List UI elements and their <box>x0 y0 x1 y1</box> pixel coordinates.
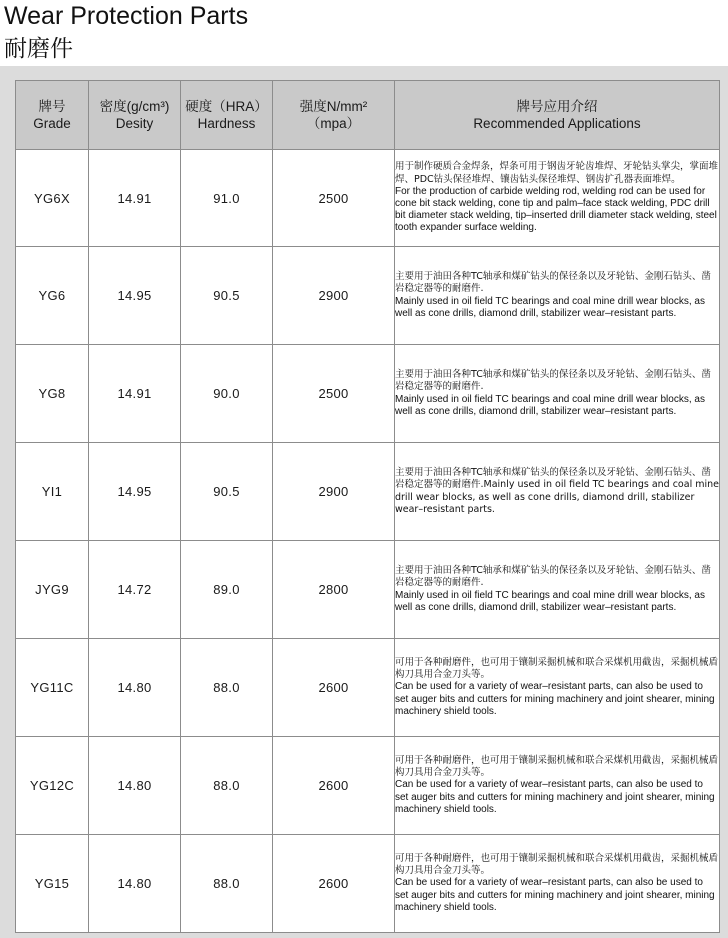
app-text-en: For the production of carbide welding rod, welding rod can be used for cone bit stack welding, cone tip and palm–face stack welding, PDC drill bit diameter stack welding, tip–inserted drill diameter stack welding, steel tooth expander surface welding. <box>395 185 717 234</box>
cell-grade: YG6X <box>16 150 89 247</box>
header-grade-cn: 牌号 <box>38 99 66 114</box>
cell-hardness: 88.0 <box>181 737 273 835</box>
cell-grade: YG15 <box>16 835 89 933</box>
table-header-row <box>16 81 720 150</box>
header-density-en: Desity <box>115 116 154 131</box>
cell-density: 14.72 <box>89 541 181 639</box>
header-strength <box>273 81 395 150</box>
cell-strength: 2600 <box>273 639 395 737</box>
cell-grade: YI1 <box>16 443 89 541</box>
app-text-cn: 主要用于油田各种TC轴承和煤矿钻头的保径条以及牙轮钻、金刚石钻头、凿岩稳定器等的耐磨件. <box>395 565 711 589</box>
table-row <box>16 150 720 247</box>
app-text-en: Can be used for a variety of wear–resistant parts, can also be used to set auger bits and cutters for mining machinery and joint shearer, mining machinery shield tools. <box>395 681 715 717</box>
cell-hardness: 90.5 <box>181 443 273 541</box>
cell-density: 14.91 <box>89 345 181 443</box>
cell-strength: 2600 <box>273 737 395 835</box>
cell-applications <box>395 345 720 443</box>
cell-strength: 2600 <box>273 835 395 933</box>
cell-hardness: 88.0 <box>181 639 273 737</box>
table-row <box>16 541 720 639</box>
table-row <box>16 345 720 443</box>
header-app-cn: 牌号应用介绍 <box>516 99 598 114</box>
wear-parts-table <box>15 80 720 933</box>
cell-strength: 2500 <box>273 150 395 247</box>
app-text-cn: 主要用于油田各种TC轴承和煤矿钻头的保径条以及牙轮钻、金刚石钻头、凿岩稳定器等的耐磨件. <box>395 271 711 295</box>
cell-strength: 2500 <box>273 345 395 443</box>
header-hardness-cn: 硬度（HRA） <box>185 99 268 114</box>
app-text-cn: 主要用于油田各种TC轴承和煤矿钻头的保径条以及牙轮钻、金刚石钻头、凿岩稳定器等的耐磨件.Mainly used in oil field TC bearings and coal mine drill wear blocks, as well as cone drills, diamond drill, stabilizer wear–resistant parts. <box>395 467 719 515</box>
app-text-cn: 主要用于油田各种TC轴承和煤矿钻头的保径条以及牙轮钻、金刚石钻头、凿岩稳定器等的耐磨件. <box>395 369 711 393</box>
table-row <box>16 247 720 345</box>
cell-density: 14.80 <box>89 737 181 835</box>
cell-hardness: 89.0 <box>181 541 273 639</box>
header-strength-en: （mpa） <box>306 116 361 131</box>
cell-density: 14.95 <box>89 443 181 541</box>
app-text-cn: 可用于各种耐磨件，也可用于镶制采掘机械和联合采煤机用截齿，采掘机械盾构刀具用合金刀头等。 <box>395 754 719 779</box>
page-title-cn: 耐磨件 <box>4 36 73 62</box>
header-hardness-en: Hardness <box>197 116 256 131</box>
app-text-cn: 可用于各种耐磨件，也可用于镶制采掘机械和联合采煤机用截齿，采掘机械盾构刀具用合金刀头等。 <box>395 852 719 877</box>
cell-applications <box>395 541 720 639</box>
header-strength-cn: 强度N/mm² <box>299 99 368 114</box>
cell-grade: JYG9 <box>16 541 89 639</box>
header-grade <box>16 81 89 150</box>
cell-density: 14.80 <box>89 835 181 933</box>
cell-hardness: 91.0 <box>181 150 273 247</box>
cell-grade: YG6 <box>16 247 89 345</box>
app-text-cn: 可用于各种耐磨件，也可用于镶制采掘机械和联合采煤机用截齿，采掘机械盾构刀具用合金刀头等。 <box>395 656 719 681</box>
cell-hardness: 90.0 <box>181 345 273 443</box>
header-app-en: Recommended Applications <box>473 116 641 131</box>
cell-strength: 2900 <box>273 443 395 541</box>
cell-density: 14.91 <box>89 150 181 247</box>
cell-strength: 2800 <box>273 541 395 639</box>
cell-applications <box>395 639 720 737</box>
cell-density: 14.95 <box>89 247 181 345</box>
app-text-en: Mainly used in oil field TC bearings and coal mine drill wear blocks, as well as cone drills, diamond drill, stabilizer wear–resistant parts. <box>395 589 705 613</box>
cell-hardness: 90.5 <box>181 247 273 345</box>
table-row <box>16 639 720 737</box>
cell-grade: YG12C <box>16 737 89 835</box>
app-text-en: Mainly used in oil field TC bearings and coal mine drill wear blocks, as well as cone drills, diamond drill, stabilizer wear–resistant parts. <box>395 393 705 417</box>
header-density <box>89 81 181 150</box>
table-row <box>16 835 720 933</box>
cell-density: 14.80 <box>89 639 181 737</box>
cell-grade: YG8 <box>16 345 89 443</box>
cell-grade: YG11C <box>16 639 89 737</box>
header-applications <box>395 81 720 150</box>
app-text-cn: 用于制作硬质合金焊条，焊条可用于钢齿牙轮齿堆焊、牙轮钻头掌尖，掌面堆焊、PDC钻头保径堆焊、镶齿钻头保径堆焊、钢齿扩孔器表面堆焊。 <box>395 161 719 185</box>
cell-applications <box>395 150 720 247</box>
cell-applications <box>395 443 720 541</box>
cell-applications <box>395 737 720 835</box>
header-density-cn: 密度(g/cm³) <box>99 99 170 114</box>
cell-applications <box>395 247 720 345</box>
table-row <box>16 443 720 541</box>
cell-applications <box>395 835 720 933</box>
header-hardness <box>181 81 273 150</box>
table-row <box>16 737 720 835</box>
app-text-en: Mainly used in oil field TC bearings and coal mine drill wear blocks, as well as cone drills, diamond drill, stabilizer wear–resistant parts. <box>395 295 705 319</box>
app-text-en: Can be used for a variety of wear–resistant parts, can also be used to set auger bits and cutters for mining machinery and joint shearer, mining machinery shield tools. <box>395 779 715 815</box>
app-text-en: Can be used for a variety of wear–resistant parts, can also be used to set auger bits and cutters for mining machinery and joint shearer, mining machinery shield tools. <box>395 877 715 913</box>
page-title-en: Wear Protection Parts <box>4 2 249 30</box>
table-frame <box>0 66 728 938</box>
header-grade-en: Grade <box>33 116 71 131</box>
cell-hardness: 88.0 <box>181 835 273 933</box>
cell-strength: 2900 <box>273 247 395 345</box>
